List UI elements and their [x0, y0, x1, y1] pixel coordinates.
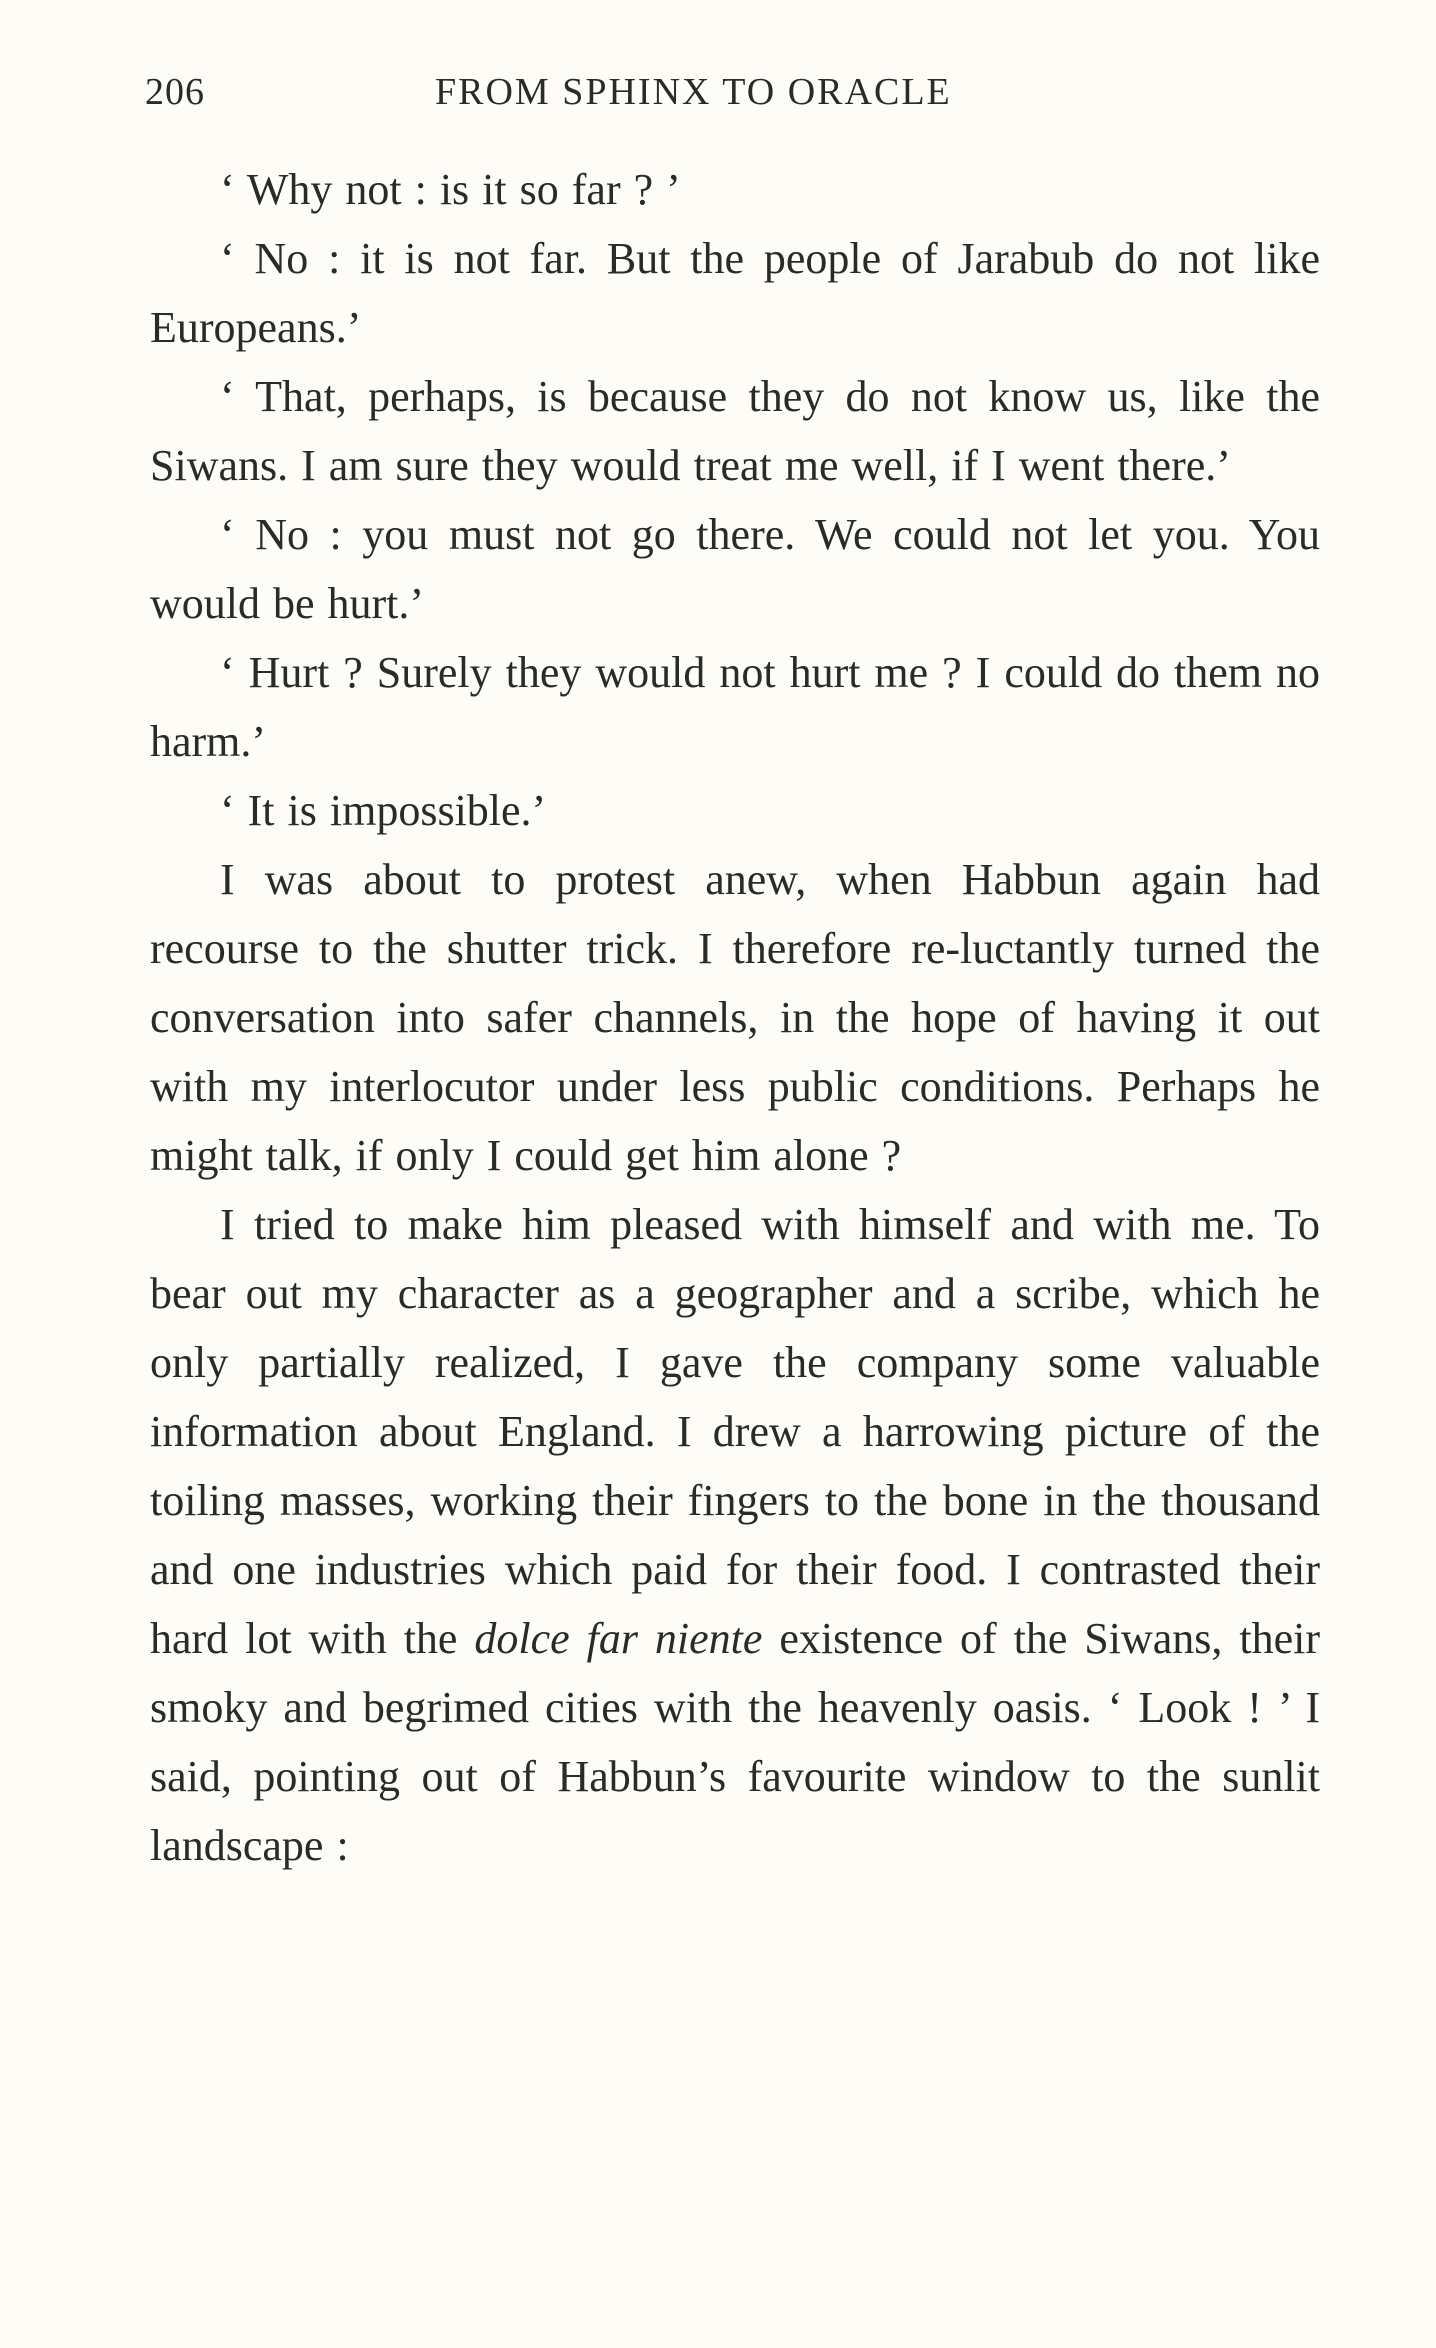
paragraph-4: ‘ No : you must not go there. We could not let you. You would be hurt.’: [150, 510, 1320, 628]
paragraph-2: ‘ No : it is not far. But the people of Jarabub do not like Europeans.’: [150, 234, 1320, 352]
body-text: [150, 155, 1320, 1880]
running-title: FROM SPHINX TO ORACLE: [435, 71, 952, 113]
paragraph-8-text-start: I tried to make him pleased with himself and with me. To bear out my character as a geographer and a scribe, which he only partially realized, I gave the company some valuable information about England. I drew a harrowing picture of the toiling masses, working their fingers to the bone in the thousand and one industries which paid for their food. I contrasted their hard lot with the: [150, 1200, 1320, 1663]
running-head: [145, 70, 1320, 130]
paragraph-8-text-end: existence of the Siwans, their smoky and begrimed cities with the heavenly oasis. ‘ Look ! ’ I said, pointing out of Habbun’s favourite window to the sunlit landscape :: [150, 1614, 1320, 1870]
paragraph-8: [150, 1190, 1320, 1880]
italic-phrase: dolce far niente: [474, 1614, 763, 1663]
page-number: 206: [145, 71, 205, 113]
paragraph-5: ‘ Hurt ? Surely they would not hurt me ? I could do them no harm.’: [150, 648, 1320, 766]
paragraph-3: ‘ That, perhaps, is because they do not know us, like the Siwans. I am sure they would treat me well, if I went there.’: [150, 372, 1320, 490]
paragraph-1: ‘ Why not : is it so far ? ’: [220, 165, 681, 214]
paragraph-7: I was about to protest anew, when Habbun again had recourse to the shutter trick. I therefore re-luctantly turned the conversation into safer channels, in the hope of having it out with my interlocutor under less public conditions. Perhaps he might talk, if only I could get him alone ?: [150, 855, 1320, 1180]
paragraph-6: ‘ It is impossible.’: [220, 786, 547, 835]
